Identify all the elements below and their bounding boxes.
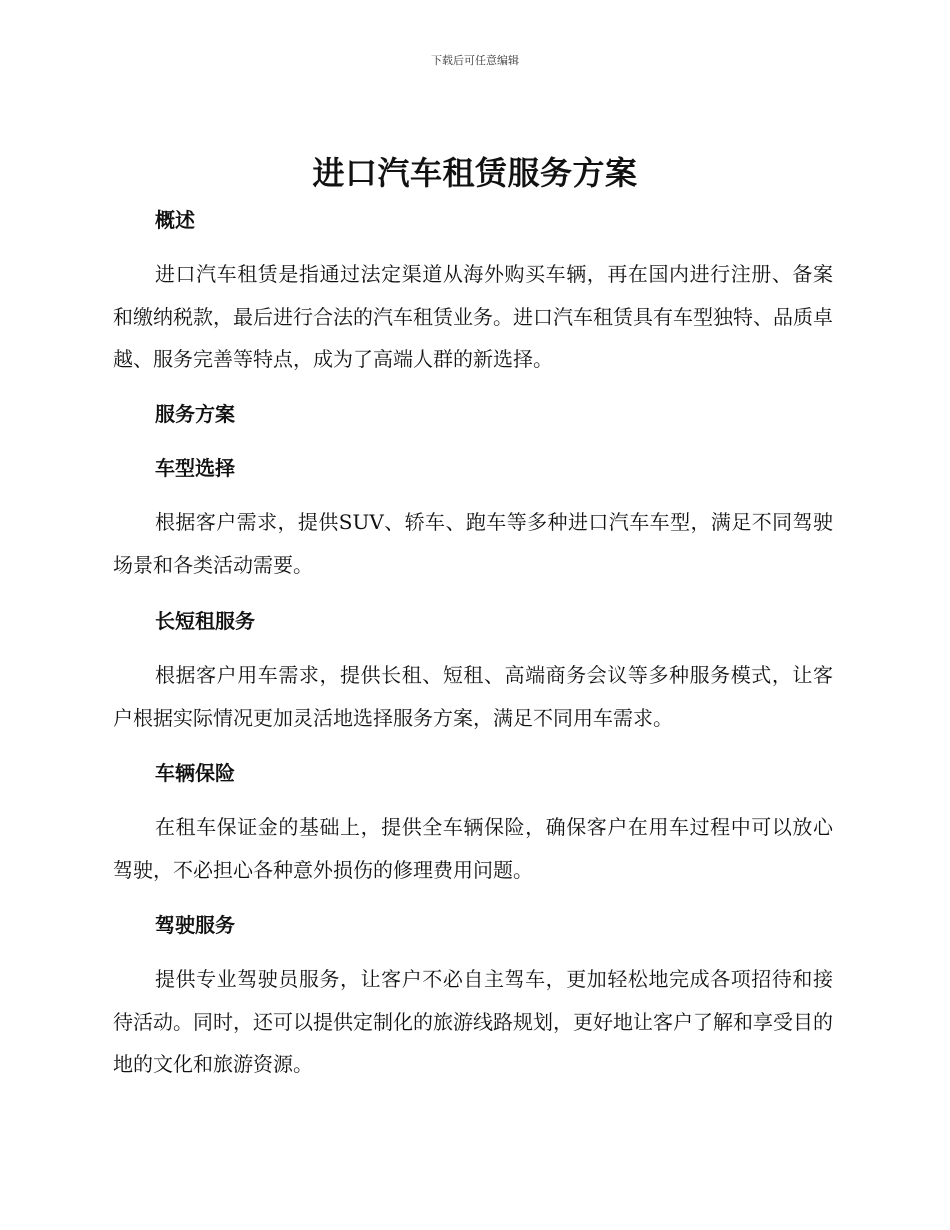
page-header-note: 下载后可任意编辑 xyxy=(431,54,519,67)
section-heading-driver-service: 驾驶服务 xyxy=(155,913,235,937)
section-body-overview: 进口汽车租赁是指通过法定渠道从海外购买车辆，再在国内进行注册、备案和缴纳税款，最后进行合法的汽车租赁业务。进口汽车租赁具有车型独特、品质卓越、服务完善等特点，成为了高端人群的新选择。 xyxy=(113,262,833,371)
section-heading-overview: 概述 xyxy=(155,208,195,232)
section-heading-insurance: 车辆保险 xyxy=(155,761,235,785)
section-body-rental-terms: 根据客户用车需求，提供长租、短租、高端商务会议等多种服务模式，让客户根据实际情况更加灵活地选择服务方案，满足不同用车需求。 xyxy=(113,663,833,730)
document-title: 进口汽车租赁服务方案 xyxy=(312,154,638,192)
section-heading-service-plan: 服务方案 xyxy=(155,402,235,426)
section-body-insurance: 在租车保证金的基础上，提供全车辆保险，确保客户在用车过程中可以放心驾驶，不必担心各种意外损伤的修理费用问题。 xyxy=(113,815,833,882)
section-heading-rental-terms: 长短租服务 xyxy=(155,609,255,633)
section-heading-vehicle-selection: 车型选择 xyxy=(155,456,235,480)
section-body-driver-service: 提供专业驾驶员服务，让客户不必自主驾车，更加轻松地完成各项招待和接待活动。同时，还可以提供定制化的旅游线路规划，更好地让客户了解和享受目的地的文化和旅游资源。 xyxy=(113,967,833,1076)
section-body-vehicle-selection: 根据客户需求，提供SUV、轿车、跑车等多种进口汽车车型，满足不同驾驶场景和各类活动需要。 xyxy=(113,510,833,577)
